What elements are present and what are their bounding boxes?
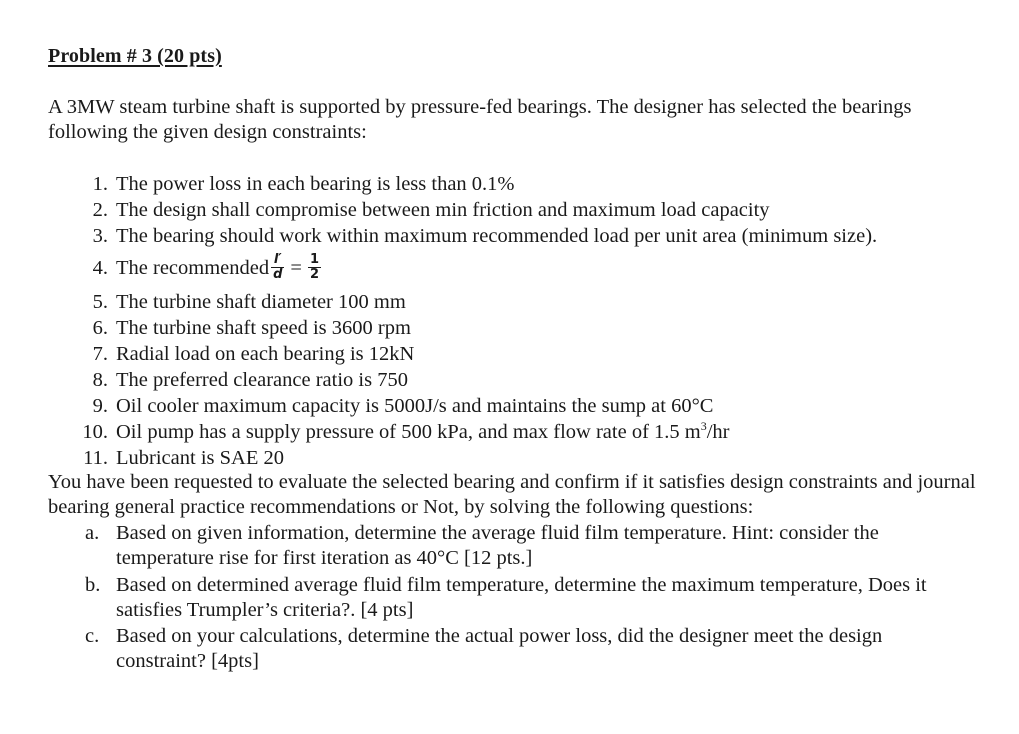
list-item	[0, 252, 1019, 282]
item-text: Oil pump has a supply pressure of 500 kPa, and max flow rate of 1.5 m	[116, 421, 701, 443]
item-number: 6.	[92, 317, 108, 339]
problem-title: Problem # 3 (20 pts)	[48, 45, 222, 67]
item-text: The design shall compromise between min friction and maximum load capacity	[116, 199, 770, 221]
list-item	[0, 315, 1019, 341]
equals-sign: =	[290, 257, 302, 280]
item-number: 1.	[92, 173, 108, 195]
item-text-with-formula	[116, 252, 323, 284]
ratio-fraction	[271, 253, 284, 282]
list-item	[0, 393, 1019, 419]
fraction-numerator: 1	[309, 252, 320, 267]
superscript: 3	[700, 419, 707, 434]
question-letter: b.	[85, 574, 101, 596]
item-number: 9.	[92, 395, 108, 417]
item-text-with-unit	[116, 419, 730, 445]
question-letter: c.	[85, 625, 100, 647]
item-number: 10.	[82, 421, 108, 443]
item-number: 11.	[83, 447, 108, 469]
item-text: The preferred clearance ratio is 750	[116, 369, 408, 391]
item-number: 8.	[92, 369, 108, 391]
list-item	[0, 197, 1019, 223]
item-text: Radial load on each bearing is 12kN	[116, 343, 415, 365]
list-item	[0, 289, 1019, 315]
list-item	[0, 223, 1019, 249]
item-number: 3.	[92, 225, 108, 247]
item-number: 5.	[92, 291, 108, 313]
intro-paragraph: A 3MW steam turbine shaft is supported by pressure-fed bearings. The designer has selected the bearings following the given design constraints:	[48, 96, 912, 143]
list-item	[0, 367, 1019, 393]
question-text: Based on given information, determine the average fluid film temperature. Hint: consider the temperature rise for first iteration as 40°C [12 pts.]	[116, 522, 879, 569]
item-text: The turbine shaft diameter 100 mm	[116, 291, 406, 313]
item-number: 4.	[92, 257, 108, 279]
item-number: 7.	[92, 343, 108, 365]
item-text: The power loss in each bearing is less than 0.1%	[116, 173, 515, 195]
item-text: The bearing should work within maximum recommended load per unit area (minimum size).	[116, 225, 878, 247]
question-text: Based on your calculations, determine the actual power loss, did the designer meet the design constraint? [4pts]	[116, 625, 883, 672]
item-text-suffix: /hr	[706, 421, 730, 443]
item-text: Oil cooler maximum capacity is 5000J/s and maintains the sump at 60°C	[116, 395, 714, 417]
item-text: The recommended	[116, 257, 270, 280]
fraction-denominator: d	[273, 267, 283, 282]
fraction-denominator: 2	[309, 267, 320, 282]
question-letter: a.	[85, 522, 100, 544]
list-item	[0, 341, 1019, 367]
fraction-numerator: l′	[271, 253, 284, 268]
list-item	[0, 445, 1019, 471]
question-text: Based on determined average fluid film temperature, determine the maximum temperature, Does it satisfies Trumpler’s criteria?. [4 pts]	[116, 574, 927, 621]
instructions-paragraph: You have been requested to evaluate the selected bearing and confirm if it satisfies design constraints and journal bearing general practice recommendations or Not, by solving the following questions:	[48, 471, 976, 518]
list-item	[0, 171, 1019, 197]
list-item	[0, 419, 1019, 445]
item-text: The turbine shaft speed is 3600 rpm	[116, 317, 411, 339]
value-fraction	[308, 253, 321, 282]
item-text: Lubricant is SAE 20	[116, 447, 284, 469]
item-number: 2.	[92, 199, 108, 221]
